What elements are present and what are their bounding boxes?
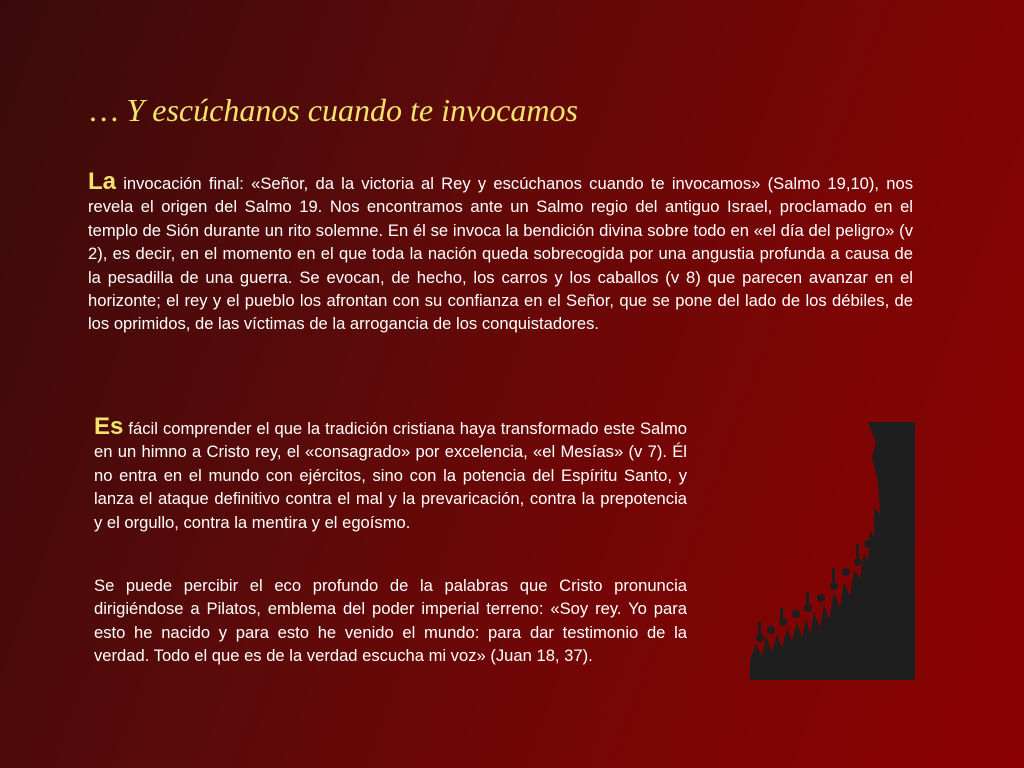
paragraph-christ-king-text: fácil comprender el que la tradición cristiana haya transformado este Salmo en un himno a Cristo rey, el «consagrado» por excelencia, «el Mesías» (v 7). Él no entra en el mundo con ejércitos, sino con la potencia del Espíritu Santo, y lanza el ataque definitivo contra el mal y la prevaricación, contra la prepotencia y el orgullo, contra la mentira y el egoísmo. [94,419,687,532]
paragraph-christ-king [94,413,687,534]
paragraph-lead-la: La [88,168,117,195]
crowd-silhouette-shape [750,422,915,680]
paragraph-pilate: Se puede percibir el eco profundo de la palabras que Cristo pronuncia dirigiéndose a Pilatos, emblema del poder imperial terreno: «Soy rey. Yo para esto he nacido y para esto he venido el mundo: para dar testimonio de la verdad. Todo el que es de la verdad escucha mi voz» (Juan 18, 37). [94,576,687,666]
paragraph-lead-es: Es [94,413,124,440]
paragraph-invocation [88,168,913,336]
crowd-silhouette-image [750,422,915,680]
paragraph-invocation-text: invocación final: «Señor, da la victoria al Rey y escúchanos cuando te invocamos» (Salmo 19,10), nos revela el origen del Salmo 19. Nos encontramos ante un Salmo regio del antiguo Israel, proclamado en el templo de Sión durante un rito solemne. En él se invoca la bendición divina sobre todo en «el día del peligro» (v 2), es decir, en el momento en el que toda la nación queda sobrecogida por una angustia profunda a causa de la pesadilla de una guerra. Se evocan, de hecho, los carros y los caballos (v 8) que parecen avanzar en el horizonte; el rey y el pueblo los afrontan con su confianza en el Señor, que se pone del lado de los débiles, de los oprimidos, de las víctimas de la arrogancia de los conquistadores. [88,174,913,334]
slide-title: … Y escúchanos cuando te invocamos [90,92,578,128]
